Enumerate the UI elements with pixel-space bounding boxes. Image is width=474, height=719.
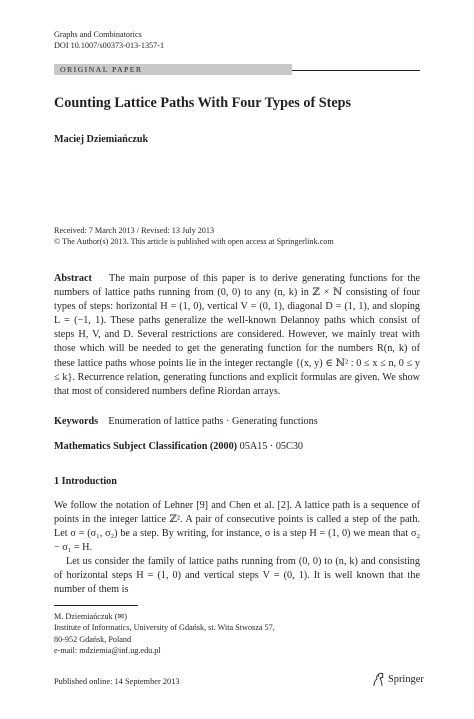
abstract-line: we mainly treat with those which will be needed to get the generating function for [54, 329, 421, 355]
keywords-text: Enumeration of lattice paths · Generating functions [108, 416, 318, 427]
footnote-name: M. Dziemiańczuk (✉) [54, 612, 128, 621]
abstract-line: which consist of steps H, V, and D. Several restrictions are considered. However, [54, 315, 421, 341]
footnote-email[interactable]: e-mail: mdziemia@inf.ug.edu.pl [54, 645, 161, 655]
intro-line: number of them is [54, 584, 129, 596]
author-name: Maciej Dziemiańczuk [54, 134, 149, 145]
section-heading: 1 Introduction [54, 476, 117, 487]
abstract-label: Abstract [54, 273, 92, 284]
msc-codes: 05A15 · 05C30 [239, 441, 304, 452]
intro-line: mean that σ₂ − σ₁ = H. [54, 528, 420, 554]
intro-paragraph-2 [54, 555, 420, 597]
msc-label: Mathematics Subject Classification (2000) [54, 441, 238, 452]
article-type-banner: ORIGINAL PAPER [54, 64, 292, 75]
abstract-line: types of steps: horizontal H = (1, 0), vertical V = (0, 1), diagonal D = (1, 1), [54, 301, 370, 313]
springer-horse-icon [372, 672, 385, 687]
keywords [54, 416, 318, 427]
intro-line: We follow the notation of Lehner [9] and Chen et al. [2]. A lattice path is a sequence [54, 500, 409, 511]
abstract [54, 272, 420, 399]
doi[interactable]: DOI 10.1007/s00373-013-1357-1 [54, 41, 165, 50]
footnote-city: 80-952 Gdańsk, Poland [54, 634, 132, 644]
footnote-institute: Institute of Informatics, University of Gdańsk, st. Wita Stwosza 57, [54, 623, 275, 633]
journal-name: Graphs and Combinatorics [54, 30, 142, 39]
msc-classification [54, 441, 303, 452]
received-dates: Received: 7 March 2013 / Revised: 13 July 2013 [54, 226, 215, 235]
abstract-line: The main purpose of this paper is to derive generating functions for the [109, 273, 420, 284]
intro-paragraph-1 [54, 499, 420, 555]
abstract-line: {(x, y) ∈ ℕ² : 0 ≤ x ≤ n, 0 ≤ y ≤ k}. Recurrence relation, generating functions and [54, 357, 421, 383]
intro-line: of horizontal steps H = (1, 0) and vertical steps V = (0, 1). It is well known that the [54, 570, 420, 582]
author-footnote [54, 611, 275, 656]
published-online: Published online: 14 September 2013 [54, 677, 180, 686]
intro-line: path. Let σ = (σ₁, σ₂) be a step. By writing, for instance, σ is a step H = (1, 0) we [54, 514, 420, 540]
intro-line: Let us consider the family of lattice paths running from (0, 0) to (n, k) and consisting [66, 556, 420, 567]
intro-line: of points in the integer lattice ℤ². A pair of consecutive points is called a step of the [54, 500, 420, 526]
publisher-name: Springer [388, 674, 424, 685]
keywords-label: Keywords [54, 416, 99, 427]
footnote-rule [54, 605, 138, 606]
copyright-notice: © The Author(s) 2013. This article is published with open access at Springerlink.com [54, 237, 334, 246]
abstract-line: the numbers R(n, k) of these lattice paths whose points lie in the integer rectangle [54, 343, 420, 369]
abstract-line: arrays. [252, 385, 281, 397]
publisher-logo [372, 672, 424, 687]
abstract-line: numbers of lattice paths running from (0, 0) to any (n, k) in ℤ × ℕ consisting of four [54, 287, 420, 299]
paper-title: Counting Lattice Paths With Four Types of Steps [54, 95, 352, 111]
abstract-line: explicit formulas are given. We show that most of considered numbers define Riordan [54, 371, 420, 397]
abstract-line: and sloping L = (−1, 1). These paths generalize the well-known Delannoy paths [54, 301, 421, 327]
